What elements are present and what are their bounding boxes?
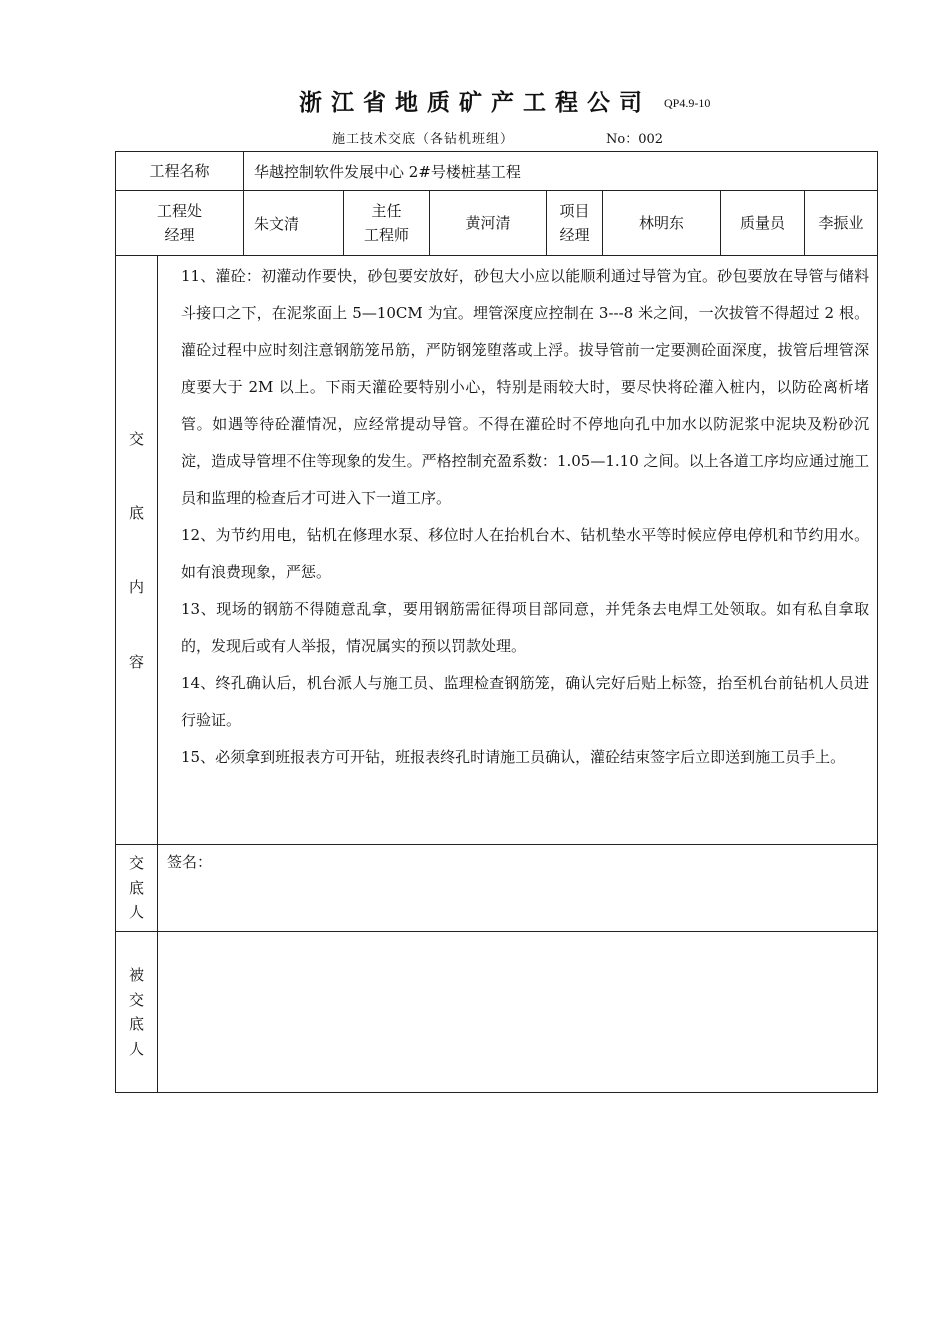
document-number: No：002	[606, 132, 664, 147]
content-label-char-1: 交	[128, 430, 144, 448]
document-subtitle: 施工技术交底（各钻机班组）	[332, 132, 515, 147]
briefer-label-char-2: 底	[128, 878, 144, 897]
content-body	[158, 256, 878, 845]
signature-label: 签名：	[167, 853, 213, 871]
pm-label	[547, 191, 603, 256]
content-label-char-3: 内	[128, 578, 144, 596]
project-name-row	[116, 152, 878, 191]
engineer-value: 黄河清	[430, 191, 547, 256]
briefer-label-char-1: 交	[128, 854, 144, 873]
recipient-label-char-3: 底	[128, 1015, 144, 1033]
manager-label-line2: 经理	[164, 226, 195, 244]
briefer-label-char-3: 人	[128, 903, 144, 922]
manager-label-line1: 工程处	[157, 202, 203, 220]
briefer-row	[116, 845, 878, 932]
briefer-label	[116, 845, 158, 932]
form-code: QP4.9-10	[664, 96, 711, 110]
qc-label: 质量员	[721, 191, 805, 256]
disclosure-form-table	[115, 151, 878, 1093]
briefer-signature-area[interactable]	[158, 845, 878, 932]
clause-13: 13、现场的钢筋不得随意乱拿，要用钢筋需征得项目部同意，并凭条去电焊工处领取。如有私自拿取的，发现后或有人举报，情况属实的预以罚款处理。	[181, 600, 870, 655]
engineer-label-line2: 工程师	[364, 226, 410, 244]
recipient-label-char-2: 交	[128, 990, 144, 1009]
pm-value: 林明东	[603, 191, 721, 256]
recipient-row	[116, 932, 878, 1093]
clause-14: 14、终孔确认后，机台派人与施工员、监理检查钢筋笼，确认完好后贴上标签，抬至机台前钻机人员进行验证。	[181, 674, 870, 729]
project-name-label: 工程名称	[116, 152, 244, 191]
engineer-label-line1: 主任	[371, 202, 402, 220]
content-row	[116, 256, 878, 845]
content-label	[116, 256, 158, 845]
content-label-char-4: 容	[128, 653, 144, 671]
roles-row	[116, 191, 878, 256]
manager-value: 朱文清	[244, 191, 344, 256]
clause-15: 15、必须拿到班报表方可开钻，班报表终孔时请施工员确认，灌砼结束签字后立即送到施工员手上。	[181, 748, 846, 766]
pm-label-line2: 经理	[559, 226, 590, 244]
qc-value: 李振业	[805, 191, 878, 256]
project-name-value: 华越控制软件发展中心 2#号楼桩基工程	[244, 152, 878, 191]
recipient-label-char-1: 被	[128, 966, 144, 984]
company-title: 浙江省地质矿产工程公司	[299, 90, 651, 116]
clause-11: 11、灌砼：初灌动作要快，砂包要安放好，砂包大小应以能顺利通过导管为宜。砂包要放在导管与储料斗接口之下，在泥浆面上 5—10CM 为宜。埋管深度应控制在 3---8 米之间，一次拔管不得超过 2 根。灌砼过程中应时刻注意钢筋笼吊筋，严防钢笼堕落或上浮。拔导管前一定要测砼面深度，拔管后埋管深度要大于 2M 以上。下雨天灌砼要特别小心，特别是雨较大时，要尽快将砼灌入桩内，以防砼离析堵管。如遇等待砼灌情况，应经常提动导管。不得在灌砼时不停地向孔中加水以防泥浆中泥块及粉砂沉淀，造成导管埋不住等现象的发生。严格控制充盈系数：1.05—1.10 之间。以上各道工序均应通过施工员和监理的检查后才可进入下一道工序。	[181, 267, 870, 507]
manager-label	[116, 191, 244, 256]
recipient-label	[116, 932, 158, 1093]
recipient-signature-area[interactable]	[158, 932, 878, 1093]
clause-12: 12、为节约用电，钻机在修理水泵、移位时人在抬机台木、钻机垫水平等时候应停电停机和节约用水。如有浪费现象，严惩。	[181, 526, 870, 581]
pm-label-line1: 项目	[559, 202, 590, 220]
recipient-label-char-4: 人	[128, 1039, 144, 1058]
content-label-char-2: 底	[128, 504, 144, 522]
engineer-label	[344, 191, 430, 256]
